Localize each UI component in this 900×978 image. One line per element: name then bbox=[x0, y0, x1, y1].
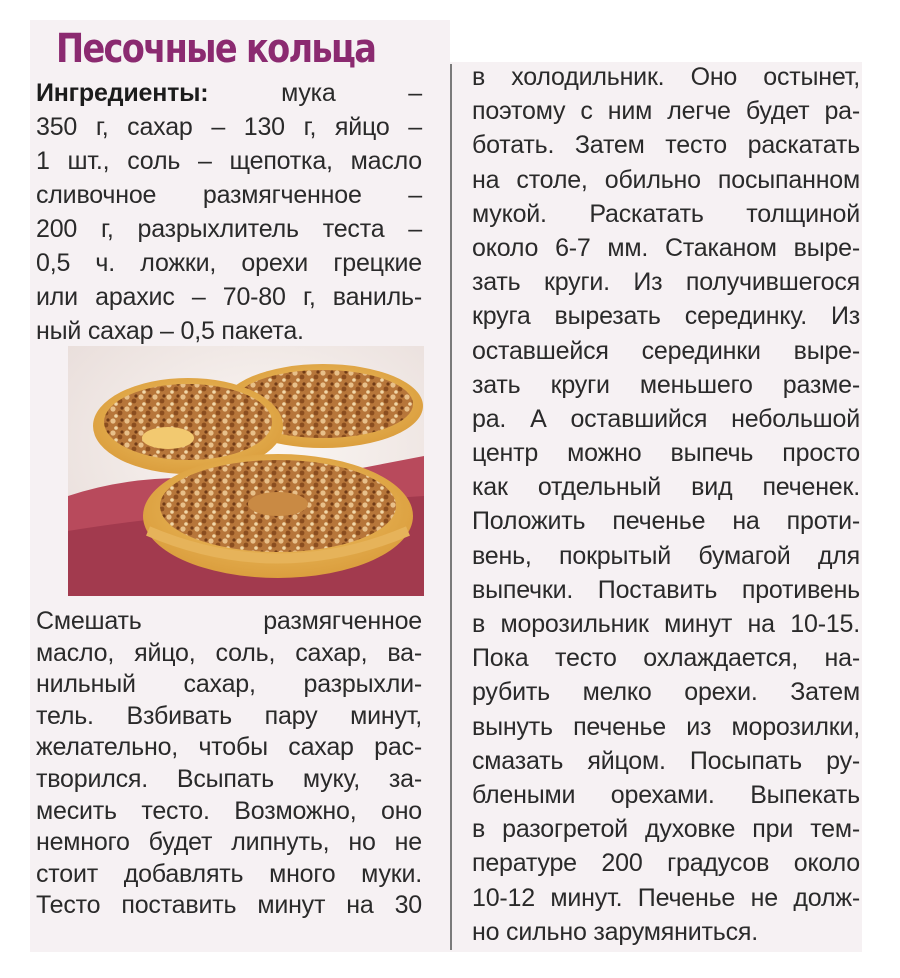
ingredients-heading: Ингредиенты: bbox=[36, 79, 209, 107]
method-line: круга вырезать серединку. Из bbox=[472, 302, 860, 331]
ingredients-line: 350 г, сахар – 130 г, яйцо – bbox=[36, 113, 422, 141]
method-line: Пока тесто охлаждается, на- bbox=[472, 644, 860, 673]
method-line: нильный сахар, разрыхли- bbox=[36, 670, 422, 699]
ingredients-line: 200 г, разрыхлитель теста – bbox=[36, 215, 422, 243]
method-line: смазать яйцом. Посыпать ру- bbox=[472, 746, 860, 775]
ingredients-line: Ингредиенты: мука – bbox=[36, 79, 422, 107]
method-line: как отдельный вид печенек. bbox=[472, 473, 860, 502]
ingredients-line: 1 шт., соль – щепотка, масло bbox=[36, 147, 422, 175]
method-line: Положить печенье на проти- bbox=[472, 507, 860, 536]
method-line: желательно, чтобы сахар рас- bbox=[36, 733, 422, 762]
method-line: блеными орехами. Выпекать bbox=[472, 780, 860, 809]
method-line: масло, яйцо, соль, сахар, ва- bbox=[36, 638, 422, 667]
method-line: 10-12 минут. Печенье не долж- bbox=[472, 883, 860, 912]
ingredients-line: или арахис – 70-80 г, ваниль- bbox=[36, 283, 422, 311]
method-line: центр можно выпечь просто bbox=[472, 439, 860, 468]
method-line: рубить мелко орехи. Затем bbox=[472, 678, 860, 707]
method-line: Смешать размягченное bbox=[36, 607, 422, 635]
method-line: ра. А оставшийся небольшой bbox=[472, 404, 860, 433]
method-line: в морозильник минут на 10-15. bbox=[472, 610, 860, 638]
method-line: пературе 200 градусов около bbox=[472, 849, 860, 878]
method-line: оставшейся серединки выре- bbox=[472, 336, 860, 365]
ingredients-line: 0,5 ч. ложки, орехи грецкие bbox=[36, 249, 422, 277]
ingredients-block bbox=[36, 76, 422, 348]
method-line: стоит добавлять много муки. bbox=[36, 859, 422, 888]
method-line: зать круги. Из получившегося bbox=[472, 268, 860, 297]
method-line: выпечки. Поставить противень bbox=[472, 575, 860, 604]
method-line: на столе, обильно посыпанном bbox=[472, 165, 860, 194]
method-line: Тесто поставить минут на 30 bbox=[36, 891, 422, 920]
method-line: вень, покрытый бумагой для bbox=[472, 541, 860, 570]
ingredients-line: ный сахар – 0,5 пакета. bbox=[36, 317, 304, 345]
column-divider bbox=[450, 64, 452, 950]
method-line: в холодильник. Оно остынет, bbox=[472, 63, 860, 91]
method-line: немного будет липнуть, но не bbox=[36, 828, 422, 857]
method-line: творился. Всыпать муку, за- bbox=[36, 764, 422, 793]
method-line: ботать. Затем тесто раскатать bbox=[472, 131, 860, 160]
cookie-illustration bbox=[68, 346, 424, 596]
method-line: поэтому с ним легче будет ра- bbox=[472, 97, 860, 126]
method-line: мукой. Раскатать толщиной bbox=[472, 199, 860, 228]
method-line: в разогретой духовке при тем- bbox=[472, 815, 860, 844]
method-line: тель. Взбивать пару минут, bbox=[36, 701, 422, 730]
method-line: месить тесто. Возможно, оно bbox=[36, 796, 422, 825]
ingredients-line: сливочное размягченное – bbox=[36, 181, 422, 209]
method-line: около 6-7 мм. Стаканом выре- bbox=[472, 233, 860, 262]
recipe-title: Песочные кольца bbox=[56, 26, 376, 72]
method-line: вынуть печенье из морозилки, bbox=[472, 712, 860, 741]
method-left-column bbox=[36, 606, 422, 922]
cookie-photo bbox=[68, 346, 424, 596]
method-right-column bbox=[472, 60, 860, 949]
method-line: но сильно зарумяниться. bbox=[472, 917, 758, 946]
method-line: зать круги меньшего разме- bbox=[472, 370, 860, 399]
